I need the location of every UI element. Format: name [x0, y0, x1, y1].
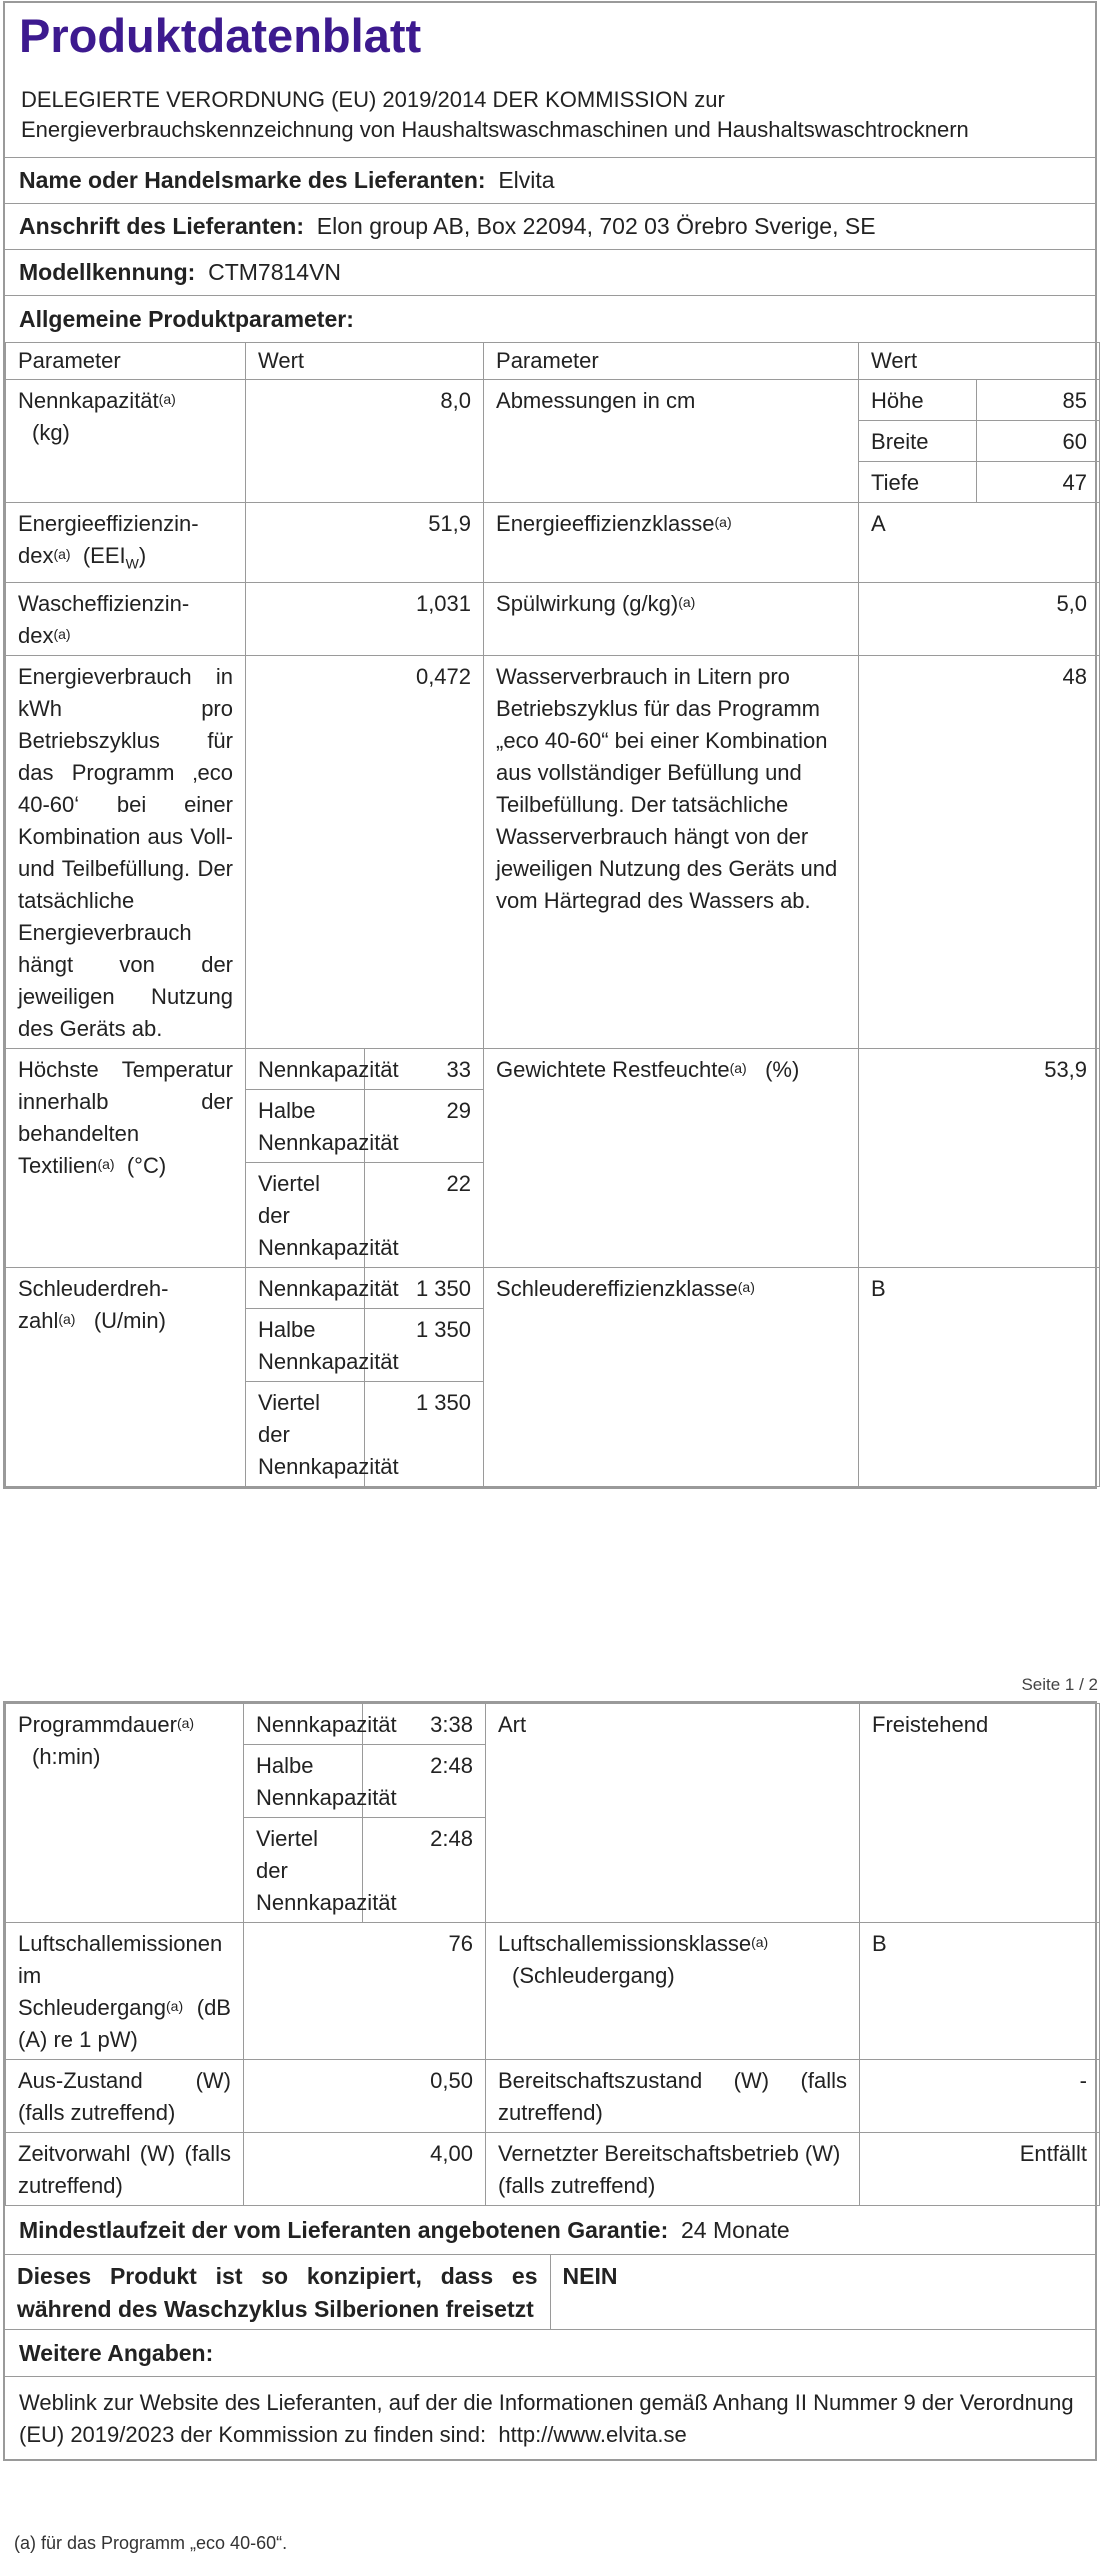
duration-quarter-value: 2:48 [363, 1818, 486, 1923]
datasheet-page-1 [3, 1, 1097, 1489]
height-label: Höhe [859, 380, 977, 421]
header-param-2: Parameter [484, 343, 859, 380]
address-value: Elon group AB, Box 22094, 702 03 Örebro Sverige, SE [316, 213, 876, 239]
duration-quarter-label: Viertel der Nennkapazität [244, 1818, 363, 1923]
max-temp-label: Höchste Temperatur innerhalb der behandelten Textilien$^{(a)}$ (°C) [6, 1049, 246, 1268]
spin-half-value: 1 350 [365, 1309, 484, 1382]
general-params-row [5, 295, 1095, 342]
standby-value: - [860, 2060, 1100, 2133]
further-info-row [5, 2329, 1095, 2376]
depth-label: Tiefe [859, 462, 977, 503]
spin-speed-label: Schleuderdreh- zahl$^{(a)}$ (U/min) [6, 1268, 246, 1487]
table-row [6, 1049, 1100, 1090]
energy-consumption-label: Energieverbrauch in kWh pro Betriebszyklus für das Programm ‚eco 40-60‘ bei einer Kombination aus Voll- und Teilbefüllung. Der tatsächliche Energieverbrauch hängt von der jeweiligen Nutzung des Geräts ab. [6, 656, 246, 1049]
model-label: Modellkennung: [19, 259, 196, 285]
weblink-row [5, 2376, 1095, 2459]
footnote: (a) für das Programm „eco 40-60“. [14, 2533, 288, 2553]
water-consumption-value: 48 [859, 656, 1100, 1049]
datasheet-page-2 [3, 1701, 1097, 2461]
spin-quarter-label: Viertel der Nennkapazität [246, 1382, 365, 1487]
rinse-label: Spülwirkung $(g/kg)^{(a)}$ [484, 583, 859, 656]
address-label: Anschrift des Lieferanten: [19, 213, 304, 239]
table-row [6, 1268, 1100, 1309]
max-temp-half-label: Halbe Nennkapazität [246, 1090, 365, 1163]
type-value: Freistehend [860, 1704, 1100, 1923]
warranty-value: 24 Monate [681, 2217, 790, 2243]
noise-label: Luftschallemissionen im Schleudergang$^{(a)}$ (dB (A) re 1 pW) [6, 1923, 244, 2060]
spin-class-value: B [859, 1268, 1100, 1487]
wash-efficiency-label: Wascheffizienzin- dex$^{(a)}$ [6, 583, 246, 656]
weblink-text: Weblink zur Website des Lieferanten, auf der die Informationen gemäß Anhang II Nummer 9 der Verordnung (EU) 2019/2023 der Kommission zu finden sind: [19, 2390, 1074, 2447]
silver-ion-table [5, 2254, 1095, 2329]
standby-label: Bereitschaftszustand (W) (falls zutreffend) [486, 2060, 860, 2133]
table-row [6, 1704, 1100, 1745]
weblink-url[interactable]: http://www.elvita.se [498, 2422, 687, 2447]
silver-ion-label: Dieses Produkt ist so konzipiert, dass es während des Waschzyklus Silberionen freisetzt [5, 2255, 550, 2330]
regulation-subtitle [5, 67, 1095, 157]
max-temp-quarter-value: 22 [365, 1163, 484, 1268]
rated-capacity-label: Nennkapazität$^{(a)}$ (kg) [6, 380, 246, 503]
rinse-value: 5,0 [859, 583, 1100, 656]
duration-half-value: 2:48 [363, 1745, 486, 1818]
networked-standby-label: Vernetzter Bereitschaftsbetrieb (W) (falls zutreffend) [486, 2133, 860, 2206]
model-row [5, 249, 1095, 295]
table-row [6, 2060, 1100, 2133]
page-title: Produktdatenblatt [19, 9, 422, 62]
spin-full-label: Nennkapazität [246, 1268, 365, 1309]
table-row [5, 2255, 1095, 2330]
warranty-row [5, 2206, 1095, 2254]
table-header-row [6, 343, 1100, 380]
energy-consumption-value: 0,472 [246, 656, 484, 1049]
silver-ion-value: NEIN [550, 2255, 1095, 2330]
table-row [6, 2133, 1100, 2206]
depth-value: 47 [977, 462, 1100, 503]
duration-full-value: 3:38 [363, 1704, 486, 1745]
supplier-row [5, 157, 1095, 203]
max-temp-full-label: Nennkapazität [246, 1049, 365, 1090]
height-value: 85 [977, 380, 1100, 421]
rated-capacity-value: 8,0 [246, 380, 484, 503]
delay-start-label: Zeitvorwahl (W) (falls zutreffend) [6, 2133, 244, 2206]
max-temp-half-value: 29 [365, 1090, 484, 1163]
table-row [6, 1923, 1100, 2060]
model-value: CTM7814VN [208, 259, 342, 285]
subtitle-line-2: Energieverbrauchskennzeichnung von Haushaltswaschmaschinen und Haushaltswaschtrocknern [21, 117, 969, 142]
subtitle-line-1: DELEGIERTE VERORDNUNG (EU) 2019/2014 DER KOMMISSION zur [21, 87, 725, 112]
width-value: 60 [977, 421, 1100, 462]
spin-quarter-value: 1 350 [365, 1382, 484, 1487]
water-consumption-label: Wasserverbrauch in Litern pro Betriebszyklus für das Programm „eco 40-60“ bei einer Kombination aus vollständiger Befüllung und Teilbefüllung. Der tatsächliche Wasserverbrauch hängt von der jeweiligen Nutzung des Geräts und vom Härtegrad des Wassers ab. [484, 656, 859, 1049]
address-row [5, 203, 1095, 249]
eei-value: 51,9 [246, 503, 484, 583]
noise-class-label: Luftschallemissionsklasse$^{(a)}$ (Schleudergang) [486, 1923, 860, 2060]
spin-class-label: Schleudereffizienzklasse$^{(a)}$ [484, 1268, 859, 1487]
supplier-label: Name oder Handelsmarke des Lieferanten: [19, 167, 486, 193]
max-temp-quarter-label: Viertel der Nennkapazität [246, 1163, 365, 1268]
residual-moisture-label: Gewichtete Restfeuchte$^{(a)}$ (%) [484, 1049, 859, 1268]
further-info-label: Weitere Angaben: [19, 2340, 214, 2366]
delay-start-value: 4,00 [244, 2133, 486, 2206]
energy-class-value: A [859, 503, 1100, 583]
table-row [6, 583, 1100, 656]
wash-efficiency-value: 1,031 [246, 583, 484, 656]
dimensions-label: Abmessungen in cm [484, 380, 859, 503]
header-param: Parameter [6, 343, 246, 380]
off-mode-value: 0,50 [244, 2060, 486, 2133]
warranty-label: Mindestlaufzeit der vom Lieferanten angebotenen Garantie: [19, 2217, 669, 2243]
duration-half-label: Halbe Nennkapazität [244, 1745, 363, 1818]
table-row [6, 380, 1100, 421]
residual-moisture-value: 53,9 [859, 1049, 1100, 1268]
supplier-value: Elvita [498, 167, 555, 193]
noise-value: 76 [244, 1923, 486, 2060]
off-mode-label: Aus-Zustand (W) (falls zutreffend) [6, 2060, 244, 2133]
energy-class-label: Energieeffizienzklasse$^{(a)}$ [484, 503, 859, 583]
header-value: Wert [246, 343, 484, 380]
header-value-2: Wert [859, 343, 1100, 380]
noise-class-value: B [860, 1923, 1100, 2060]
eei-label: Energieeffizienzin- dex$^{(a)}$ $(EEI_W)$ [6, 503, 246, 583]
page-number: Seite 1 / 2 [1021, 1675, 1098, 1694]
width-label: Breite [859, 421, 977, 462]
type-label: Art [486, 1704, 860, 1923]
duration-label: Programmdauer$^{(a)}$ (h:min) [6, 1704, 244, 1923]
table-row [6, 503, 1100, 583]
duration-full-label: Nennkapazität [244, 1704, 363, 1745]
params-table-1 [5, 342, 1100, 1487]
spin-full-value: 1 350 [365, 1268, 484, 1309]
max-temp-full-value: 33 [365, 1049, 484, 1090]
networked-standby-value: Entfällt [860, 2133, 1100, 2206]
params-table-2 [5, 1703, 1100, 2206]
table-row [6, 656, 1100, 1049]
spin-half-label: Halbe Nennkapazität [246, 1309, 365, 1382]
general-params-label: Allgemeine Produktparameter: [19, 306, 354, 332]
